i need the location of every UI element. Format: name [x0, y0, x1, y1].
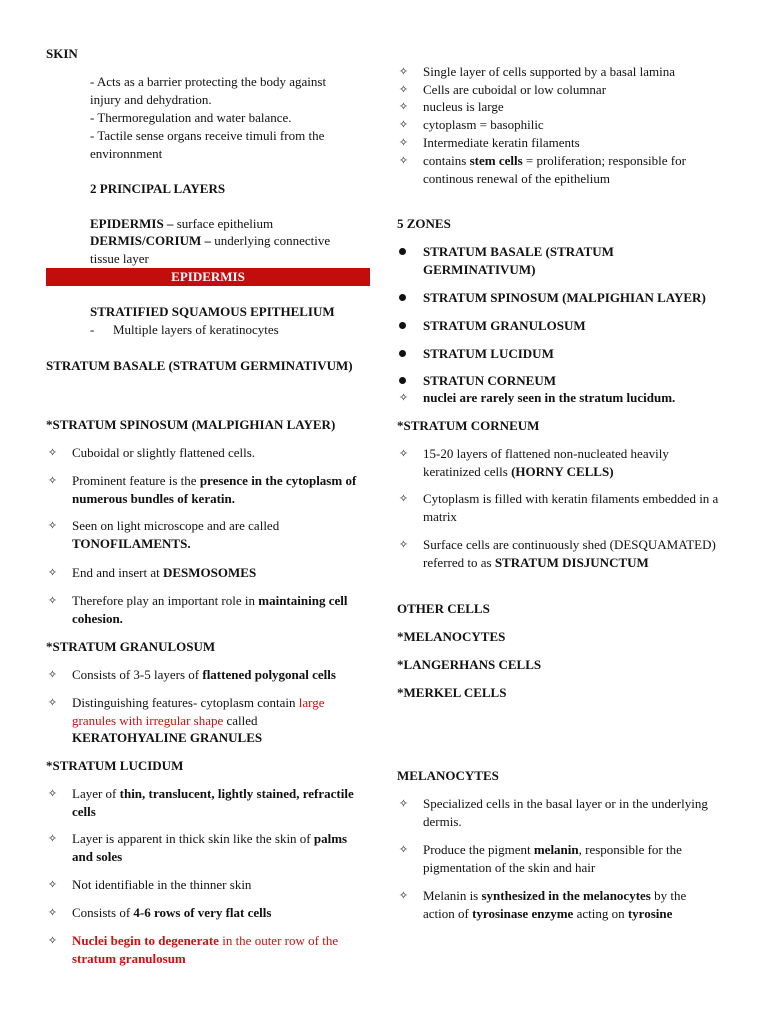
bullet-star-icon: ✧: [47, 474, 58, 487]
bullet-star-icon: ✧: [398, 100, 409, 113]
bullet-star-icon: ✧: [398, 154, 409, 167]
bullet-dot-icon: [399, 322, 406, 329]
epidermis-definition: EPIDERMIS – surface epithelium: [90, 216, 274, 231]
skin-title: SKIN: [46, 46, 78, 61]
bullet-dot-icon: [399, 294, 406, 301]
bullet-star-icon: ✧: [47, 832, 58, 845]
principal-layers-heading: 2 PRINCIPAL LAYERS: [90, 181, 226, 196]
stratum-spinosum-heading: *STRATUM SPINOSUM (MALPIGHIAN LAYER): [46, 417, 336, 432]
skin-point: - Acts as a barrier protecting the body against injury and dehydration.: [90, 74, 327, 107]
bullet-star-icon: ✧: [47, 594, 58, 607]
bullet-star-icon: ✧: [398, 889, 409, 902]
zones-heading: 5 ZONES: [397, 216, 451, 231]
bullet-dot-icon: [399, 377, 406, 384]
bullet-star-icon: ✧: [47, 878, 58, 891]
skin-point: - Tactile sense organs receive timuli from the environnment: [90, 128, 325, 161]
langerhans-label: *LANGERHANS CELLS: [397, 657, 542, 672]
melanocytes-label: *MELANOCYTES: [397, 629, 506, 644]
bullet-star-icon: ✧: [47, 787, 58, 800]
bullet-star-icon: ✧: [47, 906, 58, 919]
bullet-star-icon: ✧: [47, 668, 58, 681]
bullet-star-icon: ✧: [398, 492, 409, 505]
bullet-star-icon: ✧: [398, 118, 409, 131]
epidermis-banner: EPIDERMIS: [46, 268, 370, 286]
bullet-star-icon: ✧: [398, 391, 409, 404]
bullet-star-icon: ✧: [47, 696, 58, 709]
bullet-star-icon: ✧: [398, 447, 409, 460]
dash-marker: -: [90, 322, 95, 337]
bullet-dot-icon: [399, 248, 406, 255]
keratinocytes-text: Multiple layers of keratinocytes: [113, 322, 279, 337]
bullet-dot-icon: [399, 350, 406, 357]
bullet-star-icon: ✧: [47, 934, 58, 947]
bullet-star-icon: ✧: [398, 136, 409, 149]
bullet-star-icon: ✧: [398, 797, 409, 810]
bullet-star-icon: ✧: [398, 83, 409, 96]
bullet-star-icon: ✧: [398, 843, 409, 856]
dermis-definition: DERMIS/CORIUM – underlying connective tissue layer: [90, 233, 331, 266]
bullet-star-icon: ✧: [47, 519, 58, 532]
stratum-corneum-heading: *STRATUM CORNEUM: [397, 418, 540, 433]
melanocytes-heading: MELANOCYTES: [397, 768, 499, 783]
merkel-label: *MERKEL CELLS: [397, 685, 507, 700]
other-cells-heading: OTHER CELLS: [397, 601, 490, 616]
stratified-heading: STRATIFIED SQUAMOUS EPITHELIUM: [90, 304, 335, 319]
bullet-star-icon: ✧: [398, 65, 409, 78]
bullet-star-icon: ✧: [47, 446, 58, 459]
stratum-granulosum-heading: *STRATUM GRANULOSUM: [46, 639, 216, 654]
bullet-star-icon: ✧: [398, 538, 409, 551]
bullet-star-icon: ✧: [47, 566, 58, 579]
stratum-lucidum-heading: *STRATUM LUCIDUM: [46, 758, 184, 773]
stratum-basale-heading: STRATUM BASALE (STRATUM GERMINATIVUM): [46, 358, 353, 373]
skin-point: - Thermoregulation and water balance.: [90, 110, 292, 125]
